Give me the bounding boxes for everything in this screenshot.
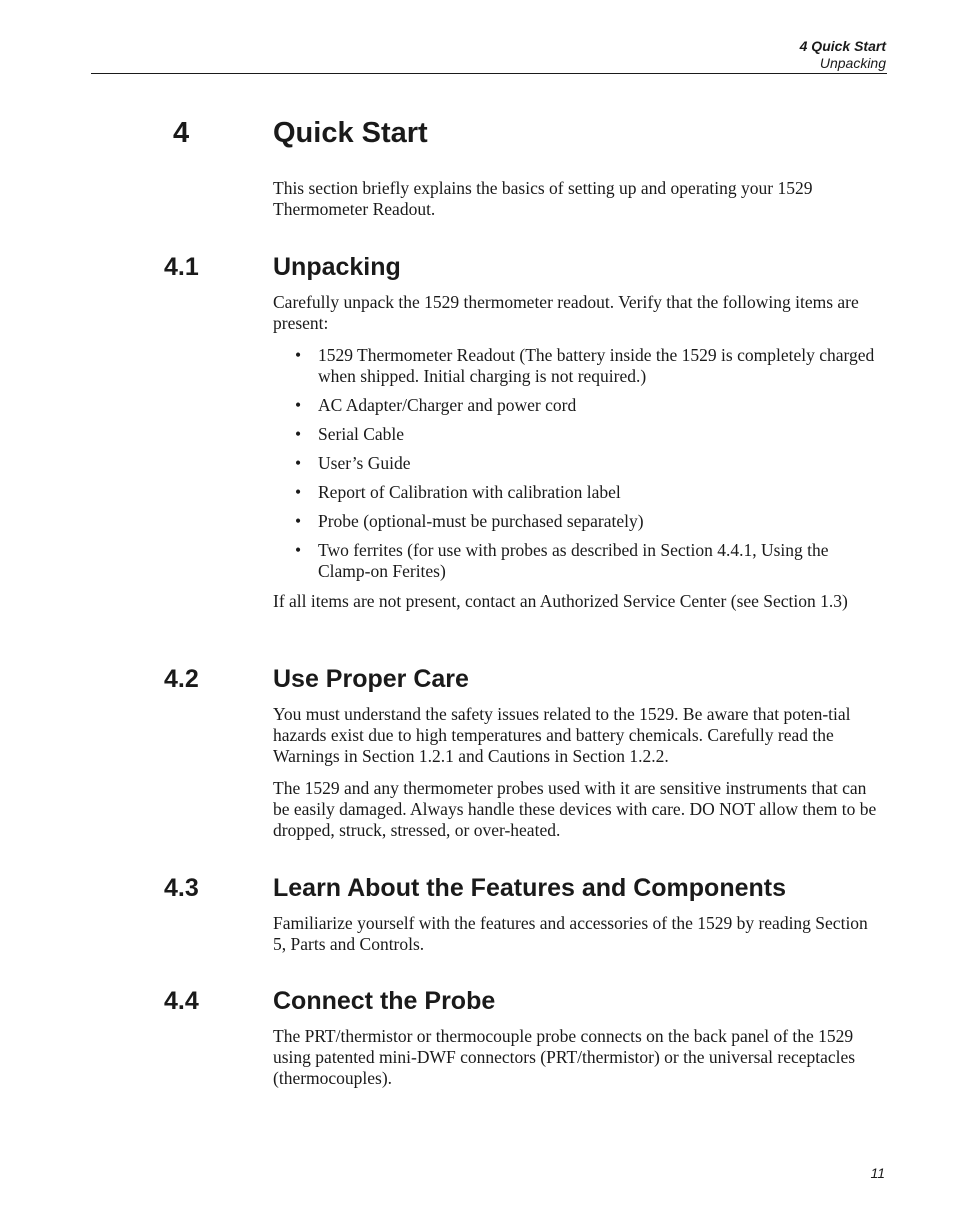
section-title: Learn About the Features and Components	[273, 874, 787, 902]
section-number: 4.4	[164, 987, 199, 1015]
bullet-glyph: •	[295, 395, 302, 415]
list-item	[295, 511, 885, 532]
bullet-glyph: •	[295, 345, 302, 365]
section-number: 4.1	[164, 253, 199, 281]
proper-care-paragraph: You must understand the safety issues related to the 1529. Be aware that poten-tial hazards exist due to high temperatures and battery chemicals. Carefully read the Warnings in Section 1.2.1 and Cautions in Section 1.2.2.	[273, 704, 851, 766]
unpacking-intro: Carefully unpack the 1529 thermometer readout. Verify that the following items are present:	[273, 292, 859, 333]
features-paragraph: Familiarize yourself with the features and accessories of the 1529 by reading Section 5, Parts and Controls.	[273, 913, 868, 954]
bullet-glyph: •	[295, 453, 302, 473]
proper-care-paragraph: The 1529 and any thermometer probes used with it are sensitive instruments that can be easily damaged. Always handle these devices with care. DO NOT allow them to be dropped, struck, stressed, or over-heated.	[273, 778, 877, 840]
section-number: 4.3	[164, 874, 199, 902]
list-item-text: 1529 Thermometer Readout (The battery inside the 1529 is completely charged when shipped. Initial charging is not required.)	[318, 345, 875, 386]
section-title: Connect the Probe	[273, 987, 496, 1015]
section-number: 4.2	[164, 665, 199, 693]
list-item	[295, 453, 885, 474]
header-rule	[91, 73, 887, 74]
list-item-text: User’s Guide	[318, 453, 411, 473]
bullet-glyph: •	[295, 540, 302, 560]
chapter-number: 4	[173, 117, 190, 149]
running-header-chapter: 4 Quick Start	[799, 38, 886, 54]
list-item	[295, 345, 885, 387]
list-item-text: Probe (optional-must be purchased separately)	[318, 511, 644, 531]
list-item-text: AC Adapter/Charger and power cord	[318, 395, 577, 415]
chapter-intro: This section briefly explains the basics of setting up and operating your 1529 Thermometer Readout.	[273, 178, 813, 219]
page-number: 11	[870, 1165, 885, 1181]
list-item	[295, 482, 885, 503]
list-item-text: Two ferrites (for use with probes as described in Section 4.4.1, Using the Clamp-on Ferites)	[318, 540, 829, 581]
list-item	[295, 395, 885, 416]
list-item	[295, 424, 885, 445]
unpacking-missing-note: If all items are not present, contact an Authorized Service Center (see Section 1.3)	[273, 591, 848, 611]
section-title: Use Proper Care	[273, 665, 469, 693]
bullet-glyph: •	[295, 482, 302, 502]
bullet-glyph: •	[295, 424, 302, 444]
unpacking-items-list	[295, 345, 885, 590]
chapter-title: Quick Start	[273, 117, 428, 149]
list-item-text: Report of Calibration with calibration label	[318, 482, 621, 502]
bullet-glyph: •	[295, 511, 302, 531]
section-title: Unpacking	[273, 253, 401, 281]
running-header-section: Unpacking	[819, 55, 886, 71]
running-header	[800, 38, 886, 72]
list-item	[295, 540, 885, 582]
connect-probe-paragraph: The PRT/thermistor or thermocouple probe connects on the back panel of the 1529 using patented mini-DWF connectors (PRT/thermistor) or the universal receptacles (thermocouples).	[273, 1026, 856, 1088]
list-item-text: Serial Cable	[318, 424, 405, 444]
